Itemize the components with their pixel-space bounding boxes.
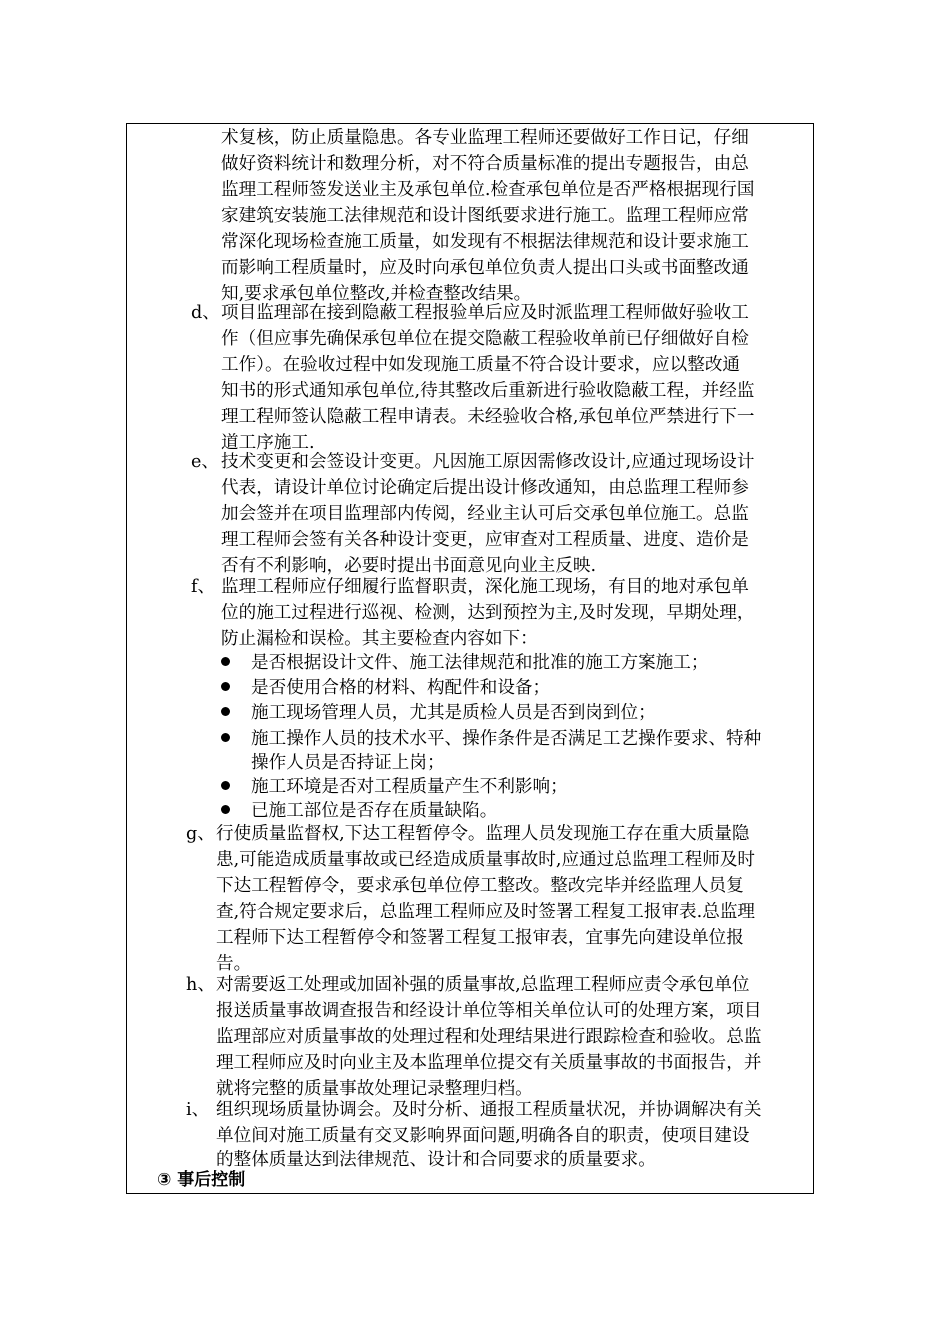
text-line: 常深化现场检查施工质量，如发现有不根据法律规范和设计要求施工	[221, 232, 749, 252]
text-line: 理工程师签认隐蔽工程申请表。未经验收合格,承包单位严禁进行下一	[221, 407, 755, 427]
text-line: 代表，请设计单位讨论确定后提出设计修改通知，由总监理工程师参	[221, 478, 749, 498]
text-line: 位的施工过程进行巡视、检测，达到预控为主,及时发现，早期处理，	[221, 603, 755, 623]
text-line: 理工程师会签有关各种设计变更，应审查对工程质量、进度、造价是	[221, 530, 749, 550]
bullet-dot	[221, 707, 230, 716]
text-line: 工作）。在验收过程中如发现施工质量不符合设计要求，应以整改通	[221, 355, 741, 375]
list-marker-d: d、	[191, 303, 220, 323]
text-line: 而影响工程质量时，应及时向承包单位负责人提出口头或书面整改通	[221, 258, 749, 278]
list-marker-h: h、	[186, 975, 215, 995]
text-line: 知书的形式通知承包单位,待其整改后重新进行验收隐蔽工程，并经监	[221, 381, 755, 401]
bullet-dot	[221, 733, 230, 742]
text-line: 监理工程师签发送业主及承包单位.检查承包单位是否严格根据现行国	[221, 180, 755, 200]
text-line: 就将完整的质量事故处理记录整理归档。	[216, 1079, 533, 1099]
bullet-text: 施工操作人员的技术水平、操作条件是否满足工艺操作要求、特种	[251, 729, 762, 749]
text-line: 对需要返工处理或加固补强的质量事故,总监理工程师应责令承包单位	[216, 975, 750, 995]
text-line: 术复核，防止质量隐患。各专业监理工程师还要做好工作日记，仔细	[221, 128, 749, 148]
text-line: 加会签并在项目监理部内传阅，经业主认可后交承包单位施工。总监	[221, 504, 749, 524]
text-line: 的整体质量达到法律规范、设计和合同要求的质量要求。	[216, 1150, 656, 1170]
text-line: 作（但应事先确保承包单位在提交隐蔽工程验收单前已仔细做好自检	[221, 329, 749, 349]
bullet-dot	[221, 781, 230, 790]
bullet-text: 施工环境是否对工程质量产生不利影响；	[251, 777, 568, 797]
text-line: 知,要求承包单位整改,并检查整改结果。	[221, 284, 532, 304]
list-marker-i: i、	[186, 1100, 210, 1120]
text-line: 组织现场质量协调会。及时分析、通报工程质量状况，并协调解决有关	[216, 1100, 762, 1120]
text-line: 监理部应对质量事故的处理过程和处理结果进行跟踪检查和验收。总监	[216, 1027, 762, 1047]
text-line: 监理工程师应仔细履行监督职责，深化施工现场，有目的地对承包单	[221, 577, 749, 597]
bullet-dot	[221, 682, 230, 691]
text-line: 理工程师应及时向业主及本监理单位提交有关质量事故的书面报告，并	[216, 1053, 762, 1073]
text-line: 做好资料统计和数理分析，对不符合质量标准的提出专题报告，由总	[221, 154, 749, 174]
list-marker-f: f、	[191, 577, 216, 597]
bullet-text: 操作人员是否持证上岗；	[251, 753, 445, 773]
bullet-dot	[221, 805, 230, 814]
list-marker-e: e、	[191, 452, 220, 472]
text-line: 道工序施工.	[221, 433, 315, 453]
text-line: 查,符合规定要求后，总监理工程师应及时签署工程复工报审表.总监理	[216, 902, 756, 922]
bullet-dot	[221, 657, 230, 666]
text-line: 行使质量监督权,下达工程暂停令。监理人员发现施工存在重大质量隐	[216, 824, 750, 844]
text-line: 工程师下达工程暂停令和签署工程复工报审表，宜事先向建设单位报	[216, 928, 744, 948]
text-line: 防止漏检和误检。其主要检查内容如下：	[221, 629, 538, 649]
text-line: 告。	[216, 954, 252, 974]
text-line: 技术变更和会签设计变更。凡因施工原因需修改设计,应通过现场设计	[221, 452, 755, 472]
text-line: 家建筑安装施工法律规范和设计图纸要求进行施工。监理工程师应常	[221, 206, 749, 226]
text-line: 报送质量事故调查报告和经设计单位等相关单位认可的处理方案，项目	[216, 1001, 762, 1021]
list-marker-g: g、	[186, 824, 215, 844]
bullet-text: 已施工部位是否存在质量缺陷。	[251, 801, 498, 821]
section-heading-post-control: ③ 事后控制	[157, 1170, 246, 1190]
text-line: 项目监理部在接到隐蔽工程报验单后应及时派监理工程师做好验收工	[221, 303, 749, 323]
text-line: 患,可能造成质量事故或已经造成质量事故时,应通过总监理工程师及时	[216, 850, 756, 870]
bullet-text: 是否根据设计文件、施工法律规范和批准的施工方案施工；	[251, 653, 709, 673]
text-line: 否有不利影响，必要时提出书面意见向业主反映.	[221, 556, 597, 576]
bullet-text: 是否使用合格的材料、构配件和设备；	[251, 678, 551, 698]
text-line: 单位间对施工质量有交叉影响界面问题,明确各自的职责，使项目建设	[216, 1126, 750, 1146]
text-line: 下达工程暂停令，要求承包单位停工整改。整改完毕并经监理人员复	[216, 876, 744, 896]
bullet-text: 施工现场管理人员，尤其是质检人员是否到岗到位；	[251, 703, 656, 723]
